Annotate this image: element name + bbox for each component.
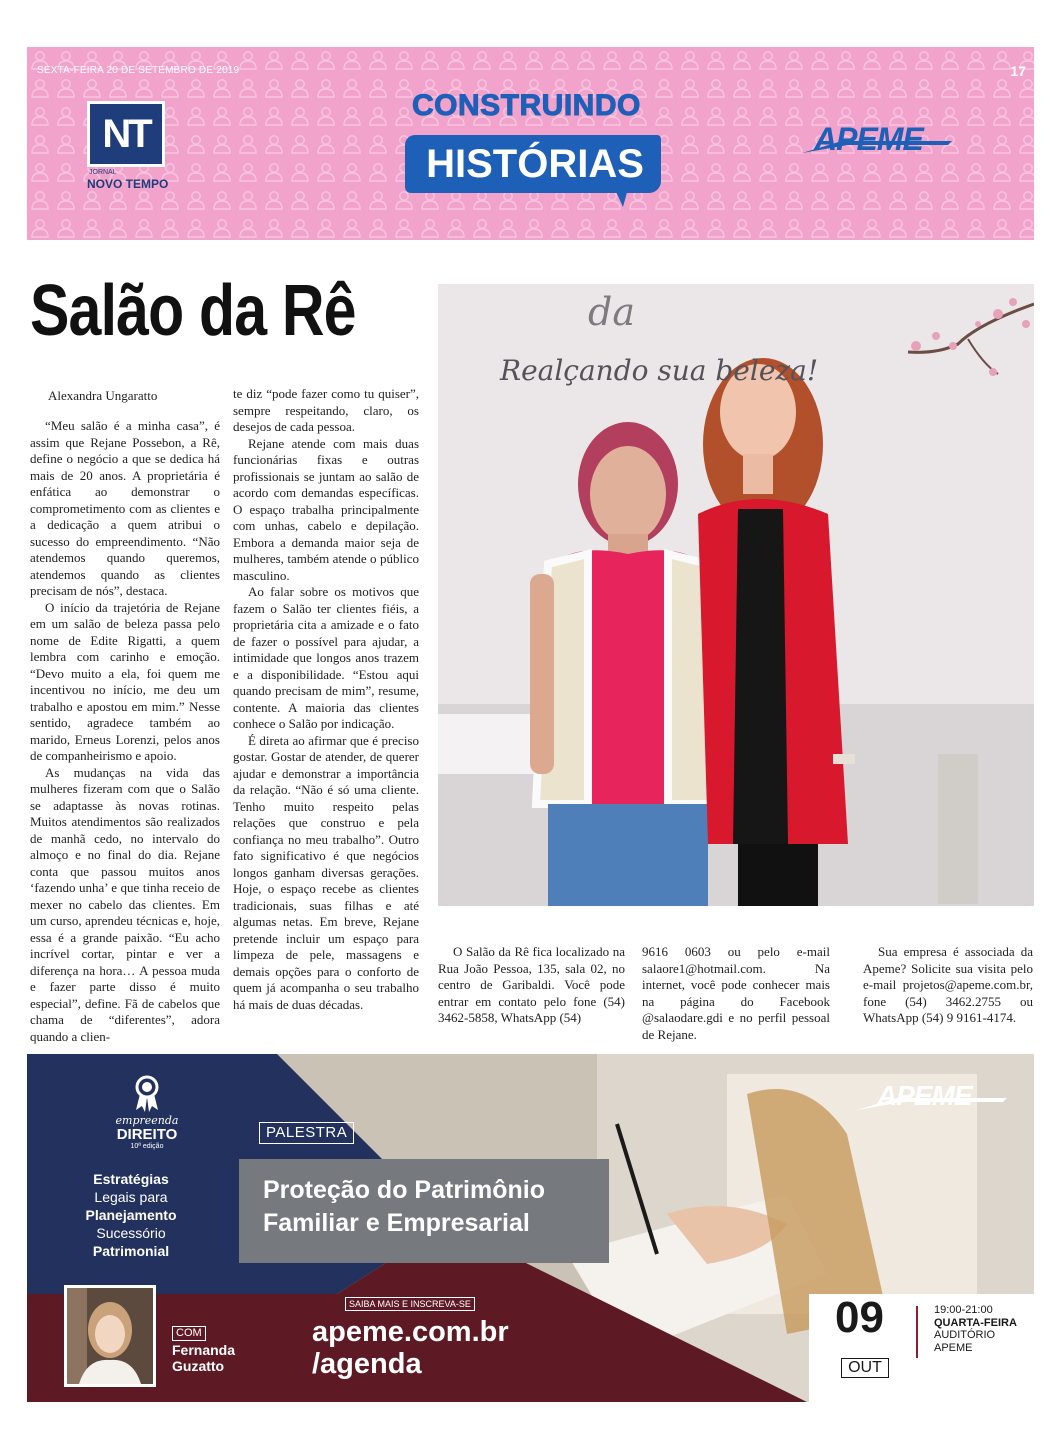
talk-title <box>263 1174 603 1240</box>
url-line: apeme.com.br <box>312 1316 509 1348</box>
url-line: /agenda <box>312 1348 422 1380</box>
apeme-wordmark: APEME <box>814 121 923 157</box>
article-column-1 <box>30 418 220 1045</box>
cta-label: SAIBA MAIS E INSCREVA-SE <box>345 1297 475 1311</box>
paragraph: As mudanças na vida das mulheres fizeram com que o Salão se adaptasse às novas rotinas. Muitos atendimentos são realizados de manhã cedo, no intervalo do almoço e no final do dia. Rejane conta que passou muitos anos ‘fazendo unha’ e que tinha receio de mexer no cabelo das clientes. Em um curso, aprendeu técnicas e, hoje, essa é a grande paixão. “Eu acho incrível cortar, pintar e ver a diferença na hora… A pessoa muda e fazer parte disso é muito especial”, define. Fã de cabelos que chama de “diferentes”, adora quando a clien- <box>30 764 220 1044</box>
paragraph: 9616 0603 ou pelo e-mail salaore1@hotmail.com. Na internet, você pode conhecer mais na página do Facebook @salaodare.gdi e no perfil pessoal de Rejane. <box>642 944 830 1042</box>
program-edition: 10ª edição <box>130 1143 164 1150</box>
page-number: 17 <box>1010 63 1026 79</box>
paragraph: Rejane atende com mais duas funcionárias fixas e outras profissionais se juntam ao salão de acordo com demandas específicas. O espaço trabalha principalmente com unhas, cabelo e depilação. Embora a demanda maior seja de mulheres, também atende o público masculino. <box>233 435 419 583</box>
subject-line: Patrimonial <box>92 1243 170 1259</box>
paragraph: te diz “pode fazer como tu quiser”, sempre respeitando, claro, os desejos de cada pessoa. <box>233 386 419 434</box>
talk-title-line: Proteção do Patrimônio <box>263 1176 545 1204</box>
program-small-title: empreenda <box>115 1114 179 1127</box>
event-type-label: PALESTRA <box>259 1122 354 1144</box>
event-weekday: QUARTA-FEIRA <box>934 1316 1017 1329</box>
paragraph: O início da trajetória de Rejane em um salão de beleza passa pelo nome de Edite Rigatti, a quem lembra com carinho e emoção. “Devo muito a ela, foi quem me incentivou no início, me deu um trabalho e apostou em mim.” Nesse sentido, agradece também ao marido, Erneus Lorenzi, pelos anos de companheirismo e apoio. <box>30 599 220 763</box>
paragraph: Ao falar sobre os motivos que fazem o Salão ter clientes fiéis, a proprietária cita a amizade e o fato de fazer o possível para ajudar, a intimidade que longos anos trazem e a disponibilidade. “Estou aqui quando precisam de mim”, resume, contente. A maioria das clientes conhece o Salão por indicação. <box>233 584 419 731</box>
subject-line: Legais para <box>94 1189 168 1205</box>
program-subject <box>51 1170 211 1260</box>
article-column-3 <box>438 944 625 1027</box>
subject-line: Sucessório <box>96 1225 166 1241</box>
speaker-photo <box>67 1288 153 1384</box>
event-venue: AUDITÓRIO <box>934 1329 996 1341</box>
award-ribbon-icon <box>132 1074 162 1112</box>
speaker-first-name: Fernanda <box>172 1342 236 1358</box>
speaker-last-name: Guzatto <box>172 1358 225 1374</box>
event-advertisement[interactable] <box>27 1054 1034 1402</box>
program-big-title: DIREITO <box>116 1126 178 1143</box>
apeme-logo[interactable] <box>802 121 972 161</box>
paragraph: É direta ao afirmar que é preciso gostar. Gostar de atender, de querer ajudar e demonstrar a importância da relação. “Não é só uma cliente. Tenho muito respeito pelas relações que construo e pela confiança no meu trabalho”. Outro fato significativo é que negócios longos ganham diversas gerações. Hoje, o espaço recebe as clientes tradicionais, suas filhas e até algumas netas. Em breve, Rejane pretende incluir um espaço para limpeza de pele, massagens e demais opções para o conforto de quem já acompanha o seu trabalho há mais de duas décadas. <box>233 732 419 1012</box>
section-title-line1: CONSTRUINDO <box>412 89 641 122</box>
speaker-portrait <box>64 1285 156 1387</box>
event-details <box>934 1304 1017 1354</box>
program-badge <box>87 1074 207 1150</box>
registration-link[interactable] <box>312 1316 509 1380</box>
logo-letters: NT <box>87 101 165 167</box>
event-month: OUT <box>841 1358 889 1378</box>
talk-title-line: Familiar e Empresarial <box>263 1209 530 1237</box>
with-label: COM <box>172 1326 206 1341</box>
logo-name: NOVO TEMPO <box>87 177 169 191</box>
paragraph: O Salão da Rê fica localizado na Rua João Pessoa, 135, sala 02, no centro de Garibaldi. Você pode entrar em contato pelo fone (54) 3462-5858, WhatsApp (54) <box>438 944 625 1025</box>
article-photo[interactable] <box>438 284 1034 906</box>
article-headline: Salão da Rê <box>30 271 356 351</box>
section-title-line2: HISTÓRIAS <box>426 142 644 186</box>
issue-date: SEXTA-FEIRA 20 DE SETEMBRO DE 2019 <box>37 65 240 76</box>
salon-sign-tagline: Realçando sua beleza! <box>500 354 819 387</box>
paragraph: “Meu salão é a minha casa”, é assim que Rejane Possebon, a Rê, define o negócio a que se dedica há mais de 20 anos. A proprietária é enfática ao demonstrar o comprometimento com as clientes e a dedicação a quem atribui o sucesso do empreendimento. “Não atendemos quando queremos, atendemos quando as clientes precisam de nós”, destaca. <box>30 418 220 598</box>
article-byline: Alexandra Ungaratto <box>48 388 158 403</box>
article-column-2 <box>233 386 419 1013</box>
date-divider <box>916 1306 918 1358</box>
event-day: 09 <box>835 1293 884 1342</box>
header-banner <box>27 47 1034 240</box>
speaker-name <box>172 1342 235 1374</box>
subject-line: Planejamento <box>85 1207 177 1223</box>
logo-small-text: JORNAL <box>89 169 117 176</box>
article-column-4 <box>642 944 830 1043</box>
apeme-wordmark: APEME <box>877 1080 972 1111</box>
apeme-ad-logo[interactable] <box>847 1080 1017 1120</box>
article-column-5 <box>863 944 1033 1027</box>
paragraph: Sua empresa é associada da Apeme? Solicite sua visita pelo e-mail projetos@apeme.com.br, fone (54) 3462.2755 ou WhatsApp (54) 9 9161-4174. <box>863 944 1033 1025</box>
event-venue: APEME <box>934 1341 973 1354</box>
event-time: 19:00-21:00 <box>934 1304 993 1316</box>
newspaper-logo[interactable] <box>87 101 167 193</box>
salon-sign-word: da <box>588 290 635 334</box>
subject-line: Estratégias <box>93 1171 169 1187</box>
